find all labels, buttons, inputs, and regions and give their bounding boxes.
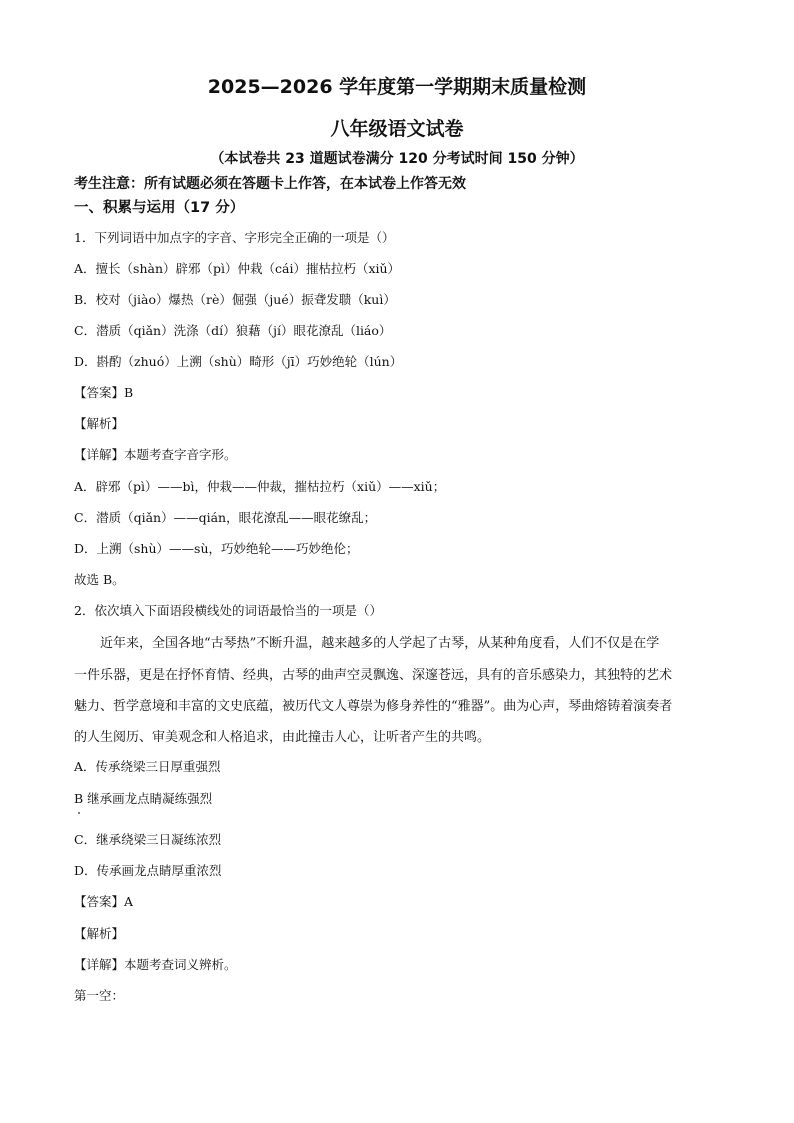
exam-info: （本试卷共 23 道题试卷满分 120 分考试时间 150 分钟） [210,151,584,167]
q2-passage-line-1: 近年来，全国各地“古琴热”不断升温，越来越多的人学起了古琴，从某种角度看，人们不仅是在学 [100,636,660,651]
q1-detail: 【详解】本题考查字音字形。 [74,447,237,462]
exam-title: 2025—2026 学年度第一学期期末质量检测 [207,76,587,98]
exam-subtitle: 八年级语文试卷 [330,118,464,140]
q1-stem: 1．下列词语中加点字的字音、字形完全正确的一项是（） [74,230,395,245]
q2-option-c: C．继承绕梁三日凝练浓烈 [74,832,222,847]
q1-explanation-a: A．辟邪（pì）——bì，仲栽——仲裁，摧枯拉朽（xiǔ）——xiǔ； [74,479,446,494]
q2-option-d: D．传承画龙点睛厚重浓烈 [74,863,222,878]
q2-stem: 2．依次填入下面语段横线处的词语最恰当的一项是（） [74,603,382,618]
q1-option-c: C．潜质（qiǎn）洗涤（dí）狼藉（jí）眼花潦乱（liáo） [74,323,392,338]
q1-answer: 【答案】B [74,385,134,400]
q2-option-a: A．传承绕梁三日厚重强烈 [74,759,221,774]
section-heading: 一、积累与运用（17 分） [74,200,245,216]
stray-dot [78,812,80,814]
q1-analysis-label: 【解析】 [74,416,125,431]
q2-option-b: B 继承画龙点睛凝练强烈 [74,791,213,806]
q1-conclusion: 故选 B。 [74,572,125,587]
q2-detail: 【详解】本题考查词义辨析。 [74,957,237,972]
q2-passage-line-4: 的人生阅历、审美观念和人格追求，由此撞击人心，让听者产生的共鸣。 [74,730,491,745]
q2-analysis-label: 【解析】 [74,926,125,941]
q2-first-blank: 第一空： [74,988,125,1003]
q1-option-b: B．校对（jiào）爆热（rè）倔强（jué）振聋发聩（kuì） [74,292,396,307]
q2-answer: 【答案】A [74,894,134,909]
q1-option-d: D．斟酌（zhuó）上溯（shù）畸形（jī）巧妙绝轮（lún） [74,354,403,369]
candidate-notice: 考生注意：所有试题必须在答题卡上作答，在本试卷上作答无效 [74,176,466,192]
q1-explanation-c: C．潜质（qiǎn）——qián，眼花潦乱——眼花缭乱； [74,510,377,525]
q2-passage-line-2: 一件乐器，更是在抒怀育情、经典，古琴的曲声空灵飘逸、深邃苍远，具有的音乐感染力，其独特的艺术 [74,668,673,683]
q2-passage-line-3: 魅力、哲学意境和丰富的文史底蕴，被历代文人尊崇为修身养性的“雅器”。曲为心声，琴曲熔铸着演奏者 [74,699,673,714]
q1-explanation-d: D．上溯（shù）——sù，巧妙绝轮——巧妙绝伦； [74,541,359,556]
q1-option-a: A．擅长（shàn）辟邪（pì）仲栽（cái）摧枯拉朽（xiǔ） [74,261,401,276]
